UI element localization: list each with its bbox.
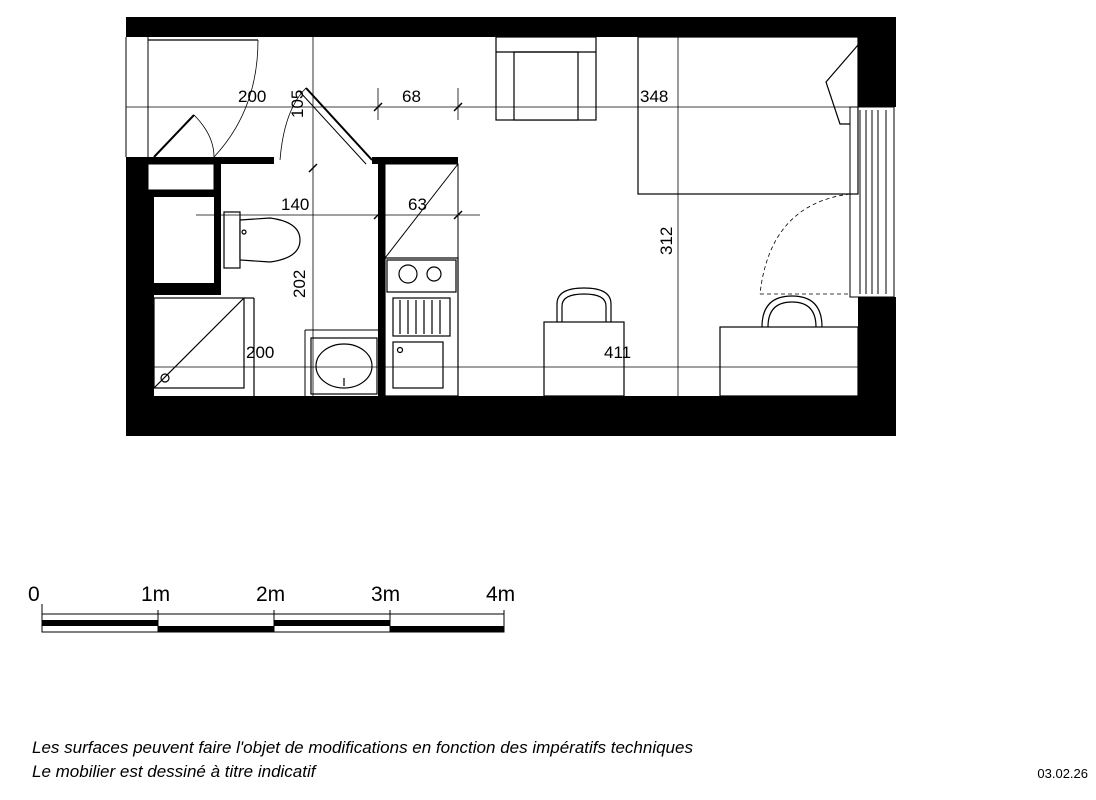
- dim-entry-width: 200: [238, 87, 267, 106]
- dim-bathroom-depth: 202: [290, 269, 309, 298]
- scale-label-1m: 1m: [141, 583, 171, 606]
- dim-closet-width: 63: [408, 195, 427, 214]
- dining-table: [544, 288, 624, 396]
- entry-opening: [126, 37, 148, 157]
- dim-cabinet-width: 68: [402, 87, 421, 106]
- dim-room-width: 348: [640, 87, 669, 106]
- kitchenette: [385, 258, 458, 396]
- armchair: [496, 37, 596, 120]
- bed: [638, 37, 858, 194]
- note-furniture: Le mobilier est dessiné à titre indicatif: [32, 762, 316, 781]
- document-date: 03.02.26: [1037, 766, 1088, 781]
- sink: [311, 338, 377, 394]
- scale-label-4m: 4m: [486, 583, 516, 606]
- dim-wc-width: 140: [281, 195, 310, 214]
- toilet: [224, 212, 300, 268]
- desk: [720, 296, 858, 396]
- dim-door-width: 105: [288, 89, 307, 118]
- window-door-swing: [760, 194, 850, 294]
- scale-label-2m: 2m: [256, 583, 286, 606]
- dim-overall-length: 411: [604, 343, 632, 362]
- window: [850, 107, 894, 297]
- note-surfaces: Les surfaces peuvent faire l'objet de modifications en fonction des impératifs techniques: [32, 738, 693, 757]
- scale-label-3m: 3m: [371, 583, 401, 606]
- scale-bar: [42, 604, 504, 632]
- dim-room-depth: 312: [657, 226, 676, 255]
- shower: [154, 298, 254, 396]
- dim-bathroom-width: 200: [246, 343, 275, 362]
- scale-label-0: 0: [28, 583, 40, 606]
